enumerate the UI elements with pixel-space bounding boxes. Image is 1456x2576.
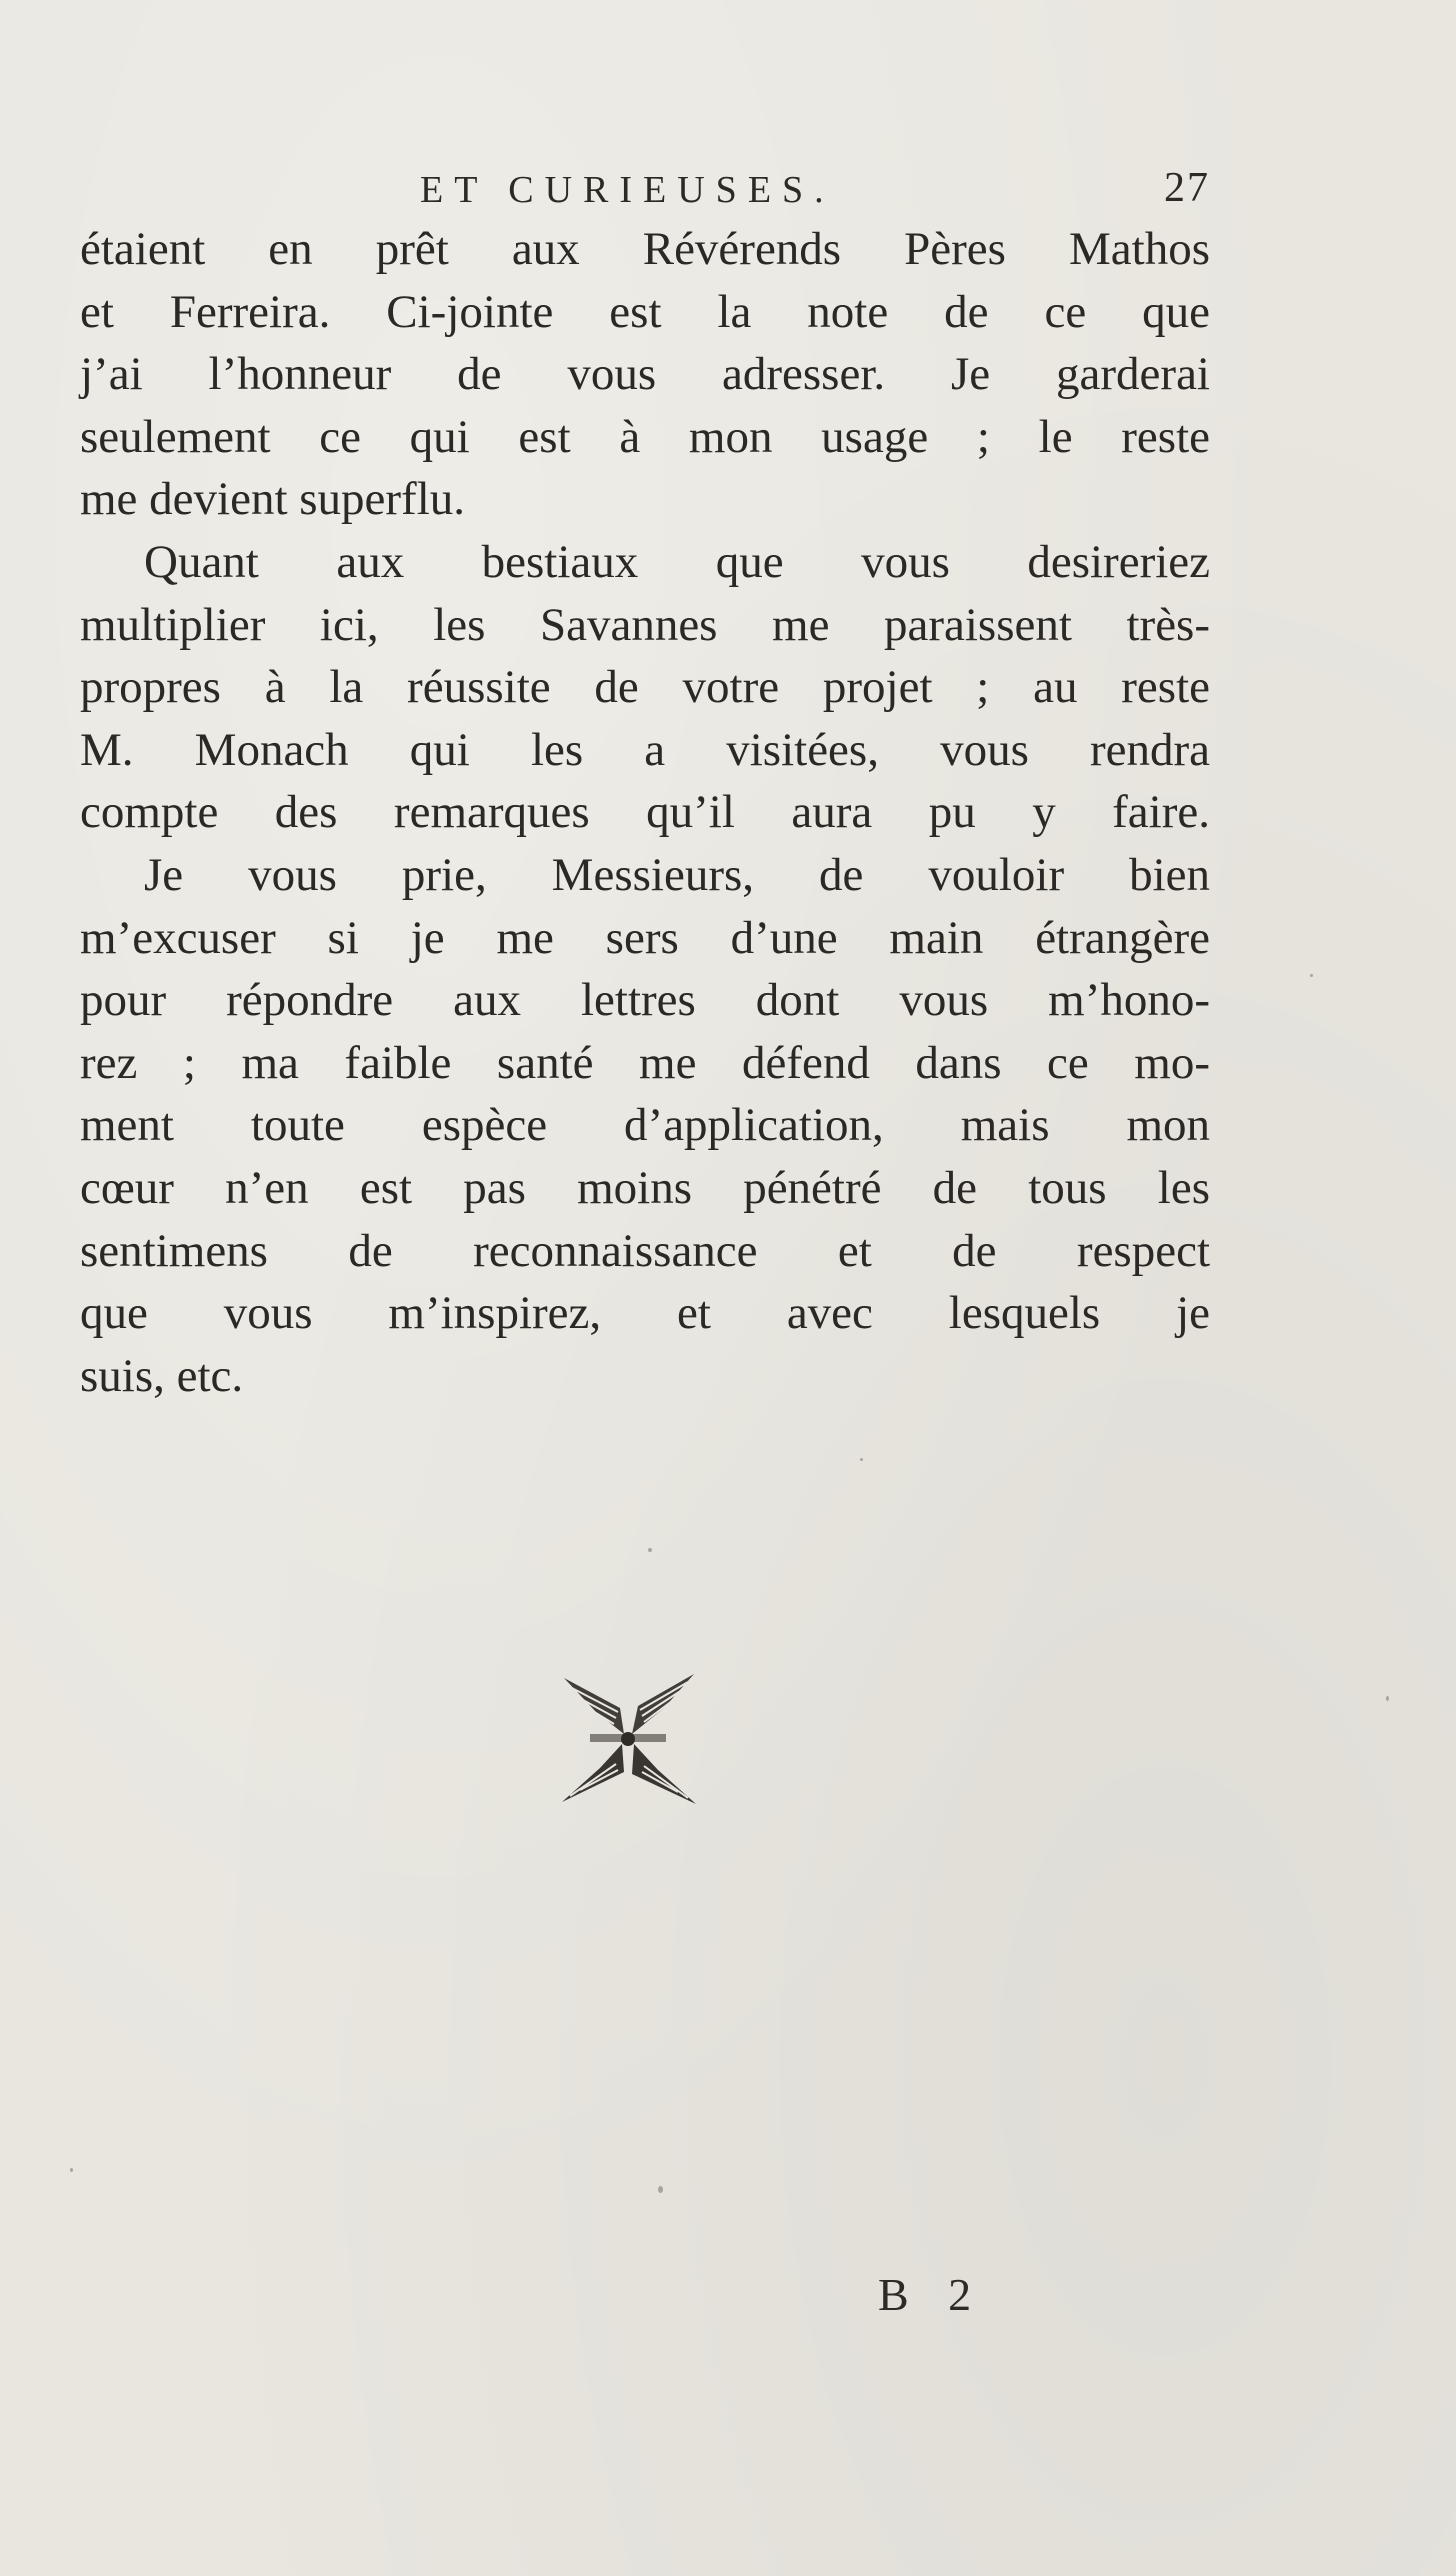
running-head (80, 165, 1210, 218)
fleuron-ornament-icon (560, 1672, 698, 1806)
text-line: seulement ce qui est à mon usage ; le reste (80, 410, 1210, 463)
text-line: me devient superflu. (80, 473, 466, 526)
text-line: m’excuser si je me sers d’une main étrangère (80, 911, 1210, 964)
body-text (80, 218, 1210, 1407)
text-line: que vous m’inspirez, et avec lesquels je (80, 1287, 1210, 1340)
text-line: j’ai l’honneur de vous adresser. Je garderai (80, 348, 1210, 401)
paper-speck (1310, 974, 1313, 977)
text-line: rez ; ma faible santé me défend dans ce mo- (80, 1036, 1210, 1089)
text-line: pour répondre aux lettres dont vous m’hono- (80, 974, 1210, 1027)
paper-speck (1386, 1696, 1389, 1701)
running-title: ET CURIEUSES. (420, 169, 835, 211)
text-line: sentimens de reconnaissance et de respect (80, 1224, 1210, 1277)
signature-mark: B 2 (878, 2269, 986, 2320)
paper-speck (860, 1458, 863, 1461)
text-line: M. Monach qui les a visitées, vous rendra (80, 723, 1210, 776)
text-line: propres à la réussite de votre projet ; au reste (80, 661, 1210, 714)
text-line: et Ferreira. Ci-jointe est la note de ce que (80, 285, 1210, 338)
text-line: Quant aux bestiaux que vous desireriez (144, 535, 1210, 588)
text-line: Je vous prie, Messieurs, de vouloir bien (144, 848, 1210, 901)
paper-speck (70, 2168, 73, 2172)
text-line: étaient en prêt aux Révérends Pères Mathos (80, 223, 1210, 275)
text-line: multiplier ici, les Savannes me paraissent très- (80, 598, 1210, 651)
text-line: cœur n’en est pas moins pénétré de tous les (80, 1161, 1210, 1214)
page-number: 27 (1164, 165, 1210, 211)
text-line: ment toute espèce d’application, mais mon (80, 1099, 1210, 1152)
text-line: compte des remarques qu’il aura pu y faire. (80, 786, 1210, 839)
text-line: suis, etc. (80, 1349, 244, 1402)
paper-speck (648, 1548, 652, 1552)
paper-speck (658, 2186, 663, 2193)
